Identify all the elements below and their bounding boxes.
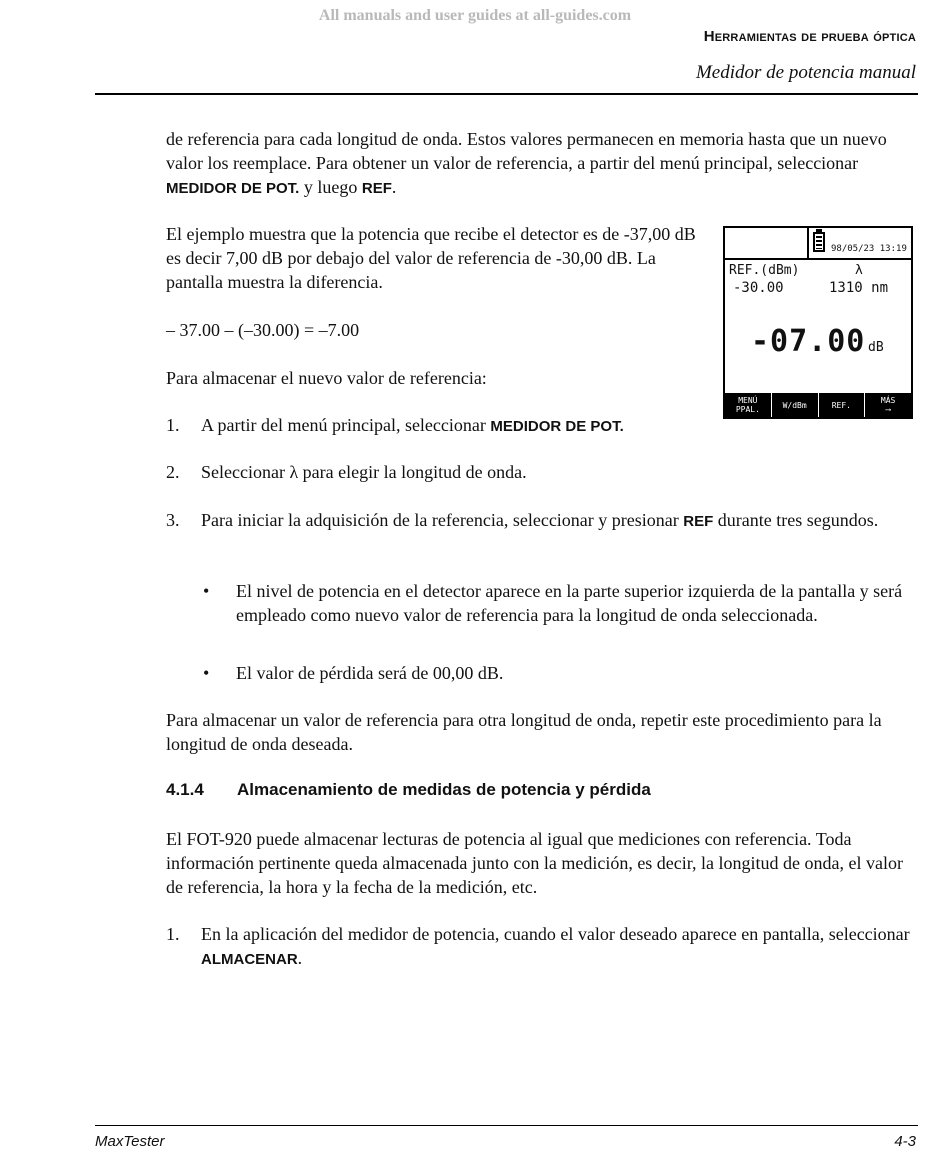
screen-softkeys [725,393,911,417]
softkey-label: MENÚ [738,396,758,405]
para1-bold-ref: REF [361,180,392,197]
softkey-label: W/dBm [782,400,807,410]
softkey-more[interactable] [865,393,911,417]
step-number: 1. [166,924,180,944]
para1-bold-medidor: MEDIDOR DE POT. [166,180,300,197]
step-text [201,508,921,534]
step1-text: A partir del menú principal, seleccionar [201,415,491,435]
softkey-label: PPAL. [735,405,760,414]
paragraph-example: El ejemplo muestra que la potencia que recibe el detector es de -37,00 dB es decir 7,00 dB por debajo del valor de referencia de -30,00 dB. La pantalla muestra la diferencia. [166,224,696,292]
step3-bold: REF [683,513,714,530]
store-step-bold: ALMACENAR [201,951,298,968]
step-text [201,922,921,972]
screen-reading: -07.00 [751,324,866,359]
footer-rule [95,1125,918,1126]
para1-text2: y luego [299,177,362,197]
para1-text3: . [391,177,397,197]
step1-bold: MEDIDOR DE POT. [490,418,624,435]
header-title: Herramientas de prueba óptica [703,28,916,45]
paragraph-store-intro: Para almacenar el nuevo valor de referencia: [166,368,487,388]
screen-ref-value: -30.00 [733,280,784,296]
screen-divider [807,228,809,258]
step3-text: Para iniciar la adquisición de la referencia, seleccionar y presionar [201,510,684,530]
screen-datetime: 98/05/23 13:19 [831,244,907,254]
step-number: 1. [166,415,180,435]
screen-unit: dB [868,340,884,355]
battery-level [816,236,822,249]
step-text: Seleccionar λ para elegir la longitud de onda. [201,462,527,482]
paragraph-other-wavelength: Para almacenar un valor de referencia para otra longitud de onda, repetir este procedimiento para la longitud de onda deseada. [166,710,882,754]
section-number: 4.1.4 [166,780,204,799]
watermark: All manuals and user guides at all-guides.com [318,7,632,24]
step-number: 3. [166,510,180,530]
arrow-right-icon: ⟶ [885,405,891,414]
bullet-symbol: • [203,581,210,601]
device-screen [723,226,913,419]
bullet-text: El nivel de potencia en el detector aparece en la parte superior izquierda de la pantalla y será empleado como nuevo valor de referencia para la longitud de onda seleccionada. [236,581,903,625]
store-step-after: . [297,948,303,968]
header-rule [95,93,918,95]
softkey-ref[interactable] [819,393,866,417]
softkey-main-menu[interactable] [725,393,772,417]
screen-ref-label: REF.(dBm) [729,263,800,278]
softkey-label: MÁS [880,396,896,405]
para1-text: de referencia para cada longitud de onda. Estos valores permanecen en memoria hasta que un nuevo valor los reemplace. Para obtener un valor de referencia, a partir del menú principal, seleccionar [166,129,887,173]
store-step-text: En la aplicación del medidor de potencia, cuando el valor deseado aparece en pantalla, seleccionar [201,924,910,944]
section-heading [166,780,651,800]
paragraph-storage: El FOT-920 puede almacenar lecturas de potencia al igual que mediciones con referencia. Toda información pertinente queda almacenada junto con la medición, es decir, la longitud de onda, el valor de referencia, la hora y la fecha de la medición, etc. [166,829,904,897]
formula: – 37.00 – (–30.00) = –7.00 [166,320,360,340]
screen-wavelength: 1310 nm [829,280,889,296]
softkey-label: REF. [831,400,851,410]
header-subtitle: Medidor de potencia manual [695,62,916,83]
bullet-text: El valor de pérdida será de 00,00 dB. [236,663,504,683]
section-title: Almacenamiento de medidas de potencia y pérdida [237,780,651,799]
paragraph-reference-intro [166,127,926,201]
bullet-symbol: • [203,663,210,683]
footer-product: MaxTester [95,1133,165,1150]
softkey-w-dbm[interactable] [772,393,819,417]
footer-page-number: 4-3 [894,1133,916,1150]
step3-after: durante tres segundos. [713,510,879,530]
screen-lambda: λ [855,263,863,278]
step-number: 2. [166,462,180,482]
